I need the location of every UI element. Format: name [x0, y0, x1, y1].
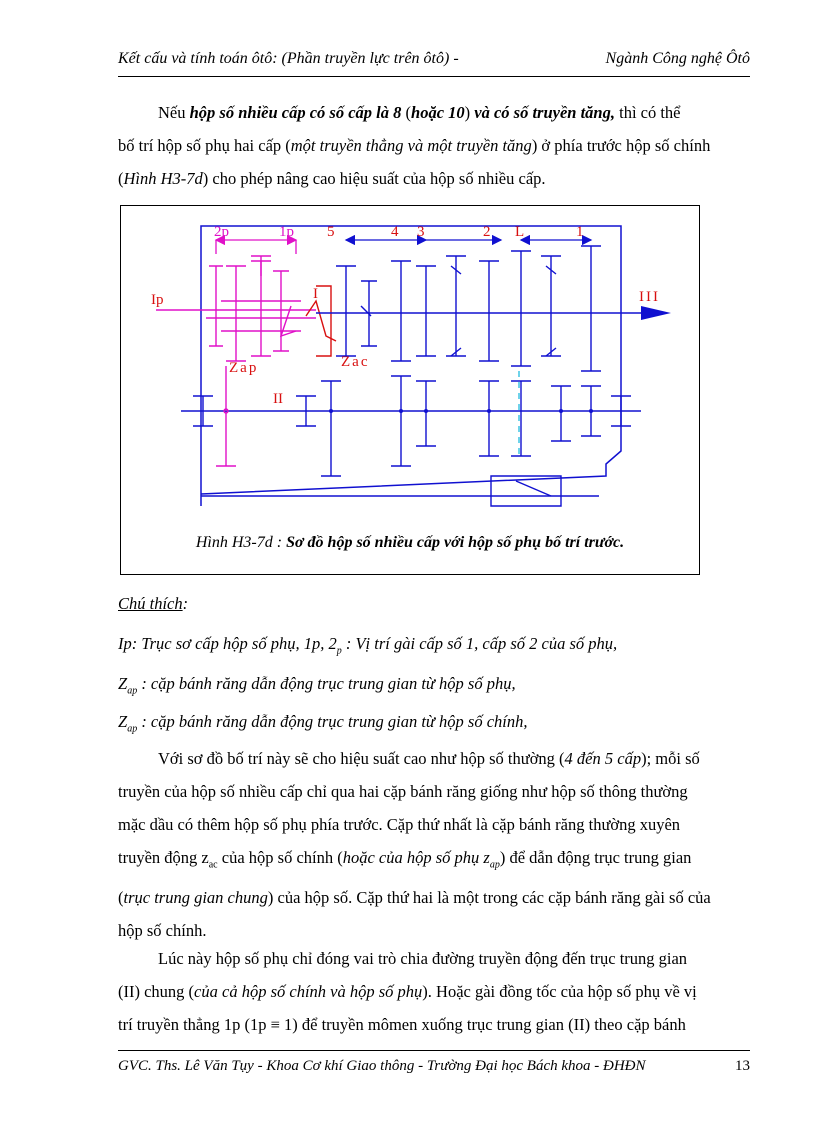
- text-run: ) của hộp số. Cặp thứ hai là một trong các cặp bánh răng gài số của: [267, 888, 711, 908]
- text-line: hộp số chính.: [118, 921, 207, 941]
- note-text: : cặp bánh răng dẫn động trục trung gian từ hộp số phụ,: [137, 674, 516, 693]
- label-III: III: [639, 289, 660, 305]
- gearbox-diagram: [121, 206, 699, 574]
- label-2: 2: [483, 224, 491, 240]
- label-2p: 2p: [214, 224, 229, 240]
- text-run: Hình H3-7d: [123, 169, 203, 188]
- note-1: [118, 634, 617, 656]
- text-run: (II) chung (: [118, 982, 195, 1001]
- housing: [201, 226, 621, 506]
- zac-gear: [306, 286, 336, 356]
- text-run: của cả hộp số chính và hộp số phụ: [194, 982, 423, 1001]
- text-line: mặc dầu có thêm hộp số phụ phía trước. Cặp thứ nhất là cặp bánh răng thường xuyên: [118, 815, 681, 834]
- figure-caption: [121, 534, 699, 552]
- text-run: (: [401, 103, 412, 122]
- page-footer: [118, 1050, 750, 1077]
- text-run: ). Hoặc gài đồng tốc của hộp số phụ về vị: [422, 982, 697, 1001]
- label-Zap: Zap: [229, 360, 259, 376]
- note-text: : cặp bánh răng dẫn động trục trung gian từ hộp số chính,: [137, 712, 528, 731]
- zap-gear: [224, 366, 228, 413]
- text-run: Với sơ đồ bố trí này sẽ cho hiệu suất cao như hộp số thường (: [158, 749, 565, 768]
- notes-title: [118, 594, 188, 614]
- note-text: : Vị trí gài cấp số 1, cấp số 2 của số phụ,: [341, 634, 618, 653]
- countershaft: [181, 376, 641, 506]
- page-header: [118, 48, 750, 77]
- label-II: II: [273, 391, 283, 407]
- label-L: L: [515, 224, 525, 240]
- label-1p: 1p: [279, 224, 294, 240]
- note-text: Ip: Trục sơ cấp hộp số phụ, 1p, 2: [118, 634, 337, 653]
- text-run: hoặc của hộp số phụ z: [342, 848, 490, 867]
- note-3: [118, 712, 528, 734]
- notes-title-text: Chú thích: [118, 594, 183, 613]
- text-run: và có số truyền tăng,: [474, 103, 615, 122]
- label-1: 1: [576, 224, 584, 240]
- note-text: Z: [118, 674, 128, 693]
- label-I: I: [313, 286, 318, 302]
- gearbox-figure: [120, 205, 700, 575]
- text-run: Nếu: [158, 103, 190, 122]
- note-sub: ap: [127, 723, 138, 735]
- paragraph-2: [118, 742, 750, 947]
- text-run: ) để dẫn động trục trung gian: [499, 848, 692, 867]
- intro-paragraph: [118, 96, 750, 195]
- label-Ip: Ip: [151, 292, 164, 308]
- text-run: của hộp số chính (: [217, 848, 343, 867]
- note-text: Z: [118, 712, 128, 731]
- text-run: ) ở phía trước hộp số chính: [531, 136, 711, 155]
- text-run: thì có thể: [614, 103, 681, 122]
- text-run: hộp số nhiều cấp có số cấp là 8: [189, 103, 402, 122]
- text-run: ): [464, 103, 475, 122]
- note-sub: ap: [127, 685, 138, 697]
- header-left: Kết cấu và tính toán ôtô: (Phần truyền lực trên ôtô) -: [118, 50, 459, 67]
- note-sub: p: [336, 645, 342, 657]
- page-number: 13: [735, 1058, 750, 1074]
- notes-colon: :: [182, 594, 189, 613]
- label-4: 4: [391, 224, 399, 240]
- text-run: bố trí hộp số phụ hai cấp (: [118, 136, 291, 155]
- text-run: ) cho phép nâng cao hiệu suất của hộp số nhiều cấp.: [202, 169, 546, 188]
- text-line: Lúc này hộp số phụ chỉ đóng vai trò chia đường truyền động đến trục trung gian: [158, 949, 688, 968]
- text-run: hoặc 10: [411, 103, 465, 122]
- label-3: 3: [417, 224, 425, 240]
- header-right: Ngành Công nghệ Ôtô: [605, 50, 750, 67]
- text-run: trục trung gian chung: [123, 888, 268, 908]
- text-sub: ap: [489, 859, 500, 871]
- text-run: (: [118, 888, 124, 908]
- label-Zac: Zac: [341, 354, 370, 370]
- caption-title: Sơ đồ hộp số nhiều cấp với hộp số phụ bố trí trước.: [286, 534, 625, 551]
- main-shaft: [316, 246, 656, 371]
- text-run: truyền động z: [118, 848, 209, 867]
- text-run: (: [118, 169, 124, 188]
- footer-text: GVC. Ths. Lê Văn Tụy - Khoa Cơ khí Giao thông - Trường Đại học Bách khoa - ĐHĐN: [118, 1058, 646, 1074]
- text-run: ); mỗi số: [641, 749, 700, 768]
- text-run: 4 đến 5 cấp: [564, 749, 642, 768]
- note-2: [118, 674, 516, 696]
- text-run: một truyền thẳng và một truyền tăng: [290, 136, 532, 155]
- label-5: 5: [327, 224, 335, 240]
- paragraph-3: [118, 942, 750, 1041]
- text-line: trí truyền thẳng 1p (1p ≡ 1) để truyền mômen xuống trục trung gian (II) theo cặp bánh: [118, 1015, 686, 1034]
- text-line: truyền của hộp số nhiều cấp chỉ qua hai cặp bánh răng giống như hộp số thông thường: [118, 782, 688, 801]
- text-sub: ac: [208, 859, 218, 871]
- output-arrow: [641, 306, 671, 320]
- caption-prefix: Hình H3-7d :: [195, 534, 287, 551]
